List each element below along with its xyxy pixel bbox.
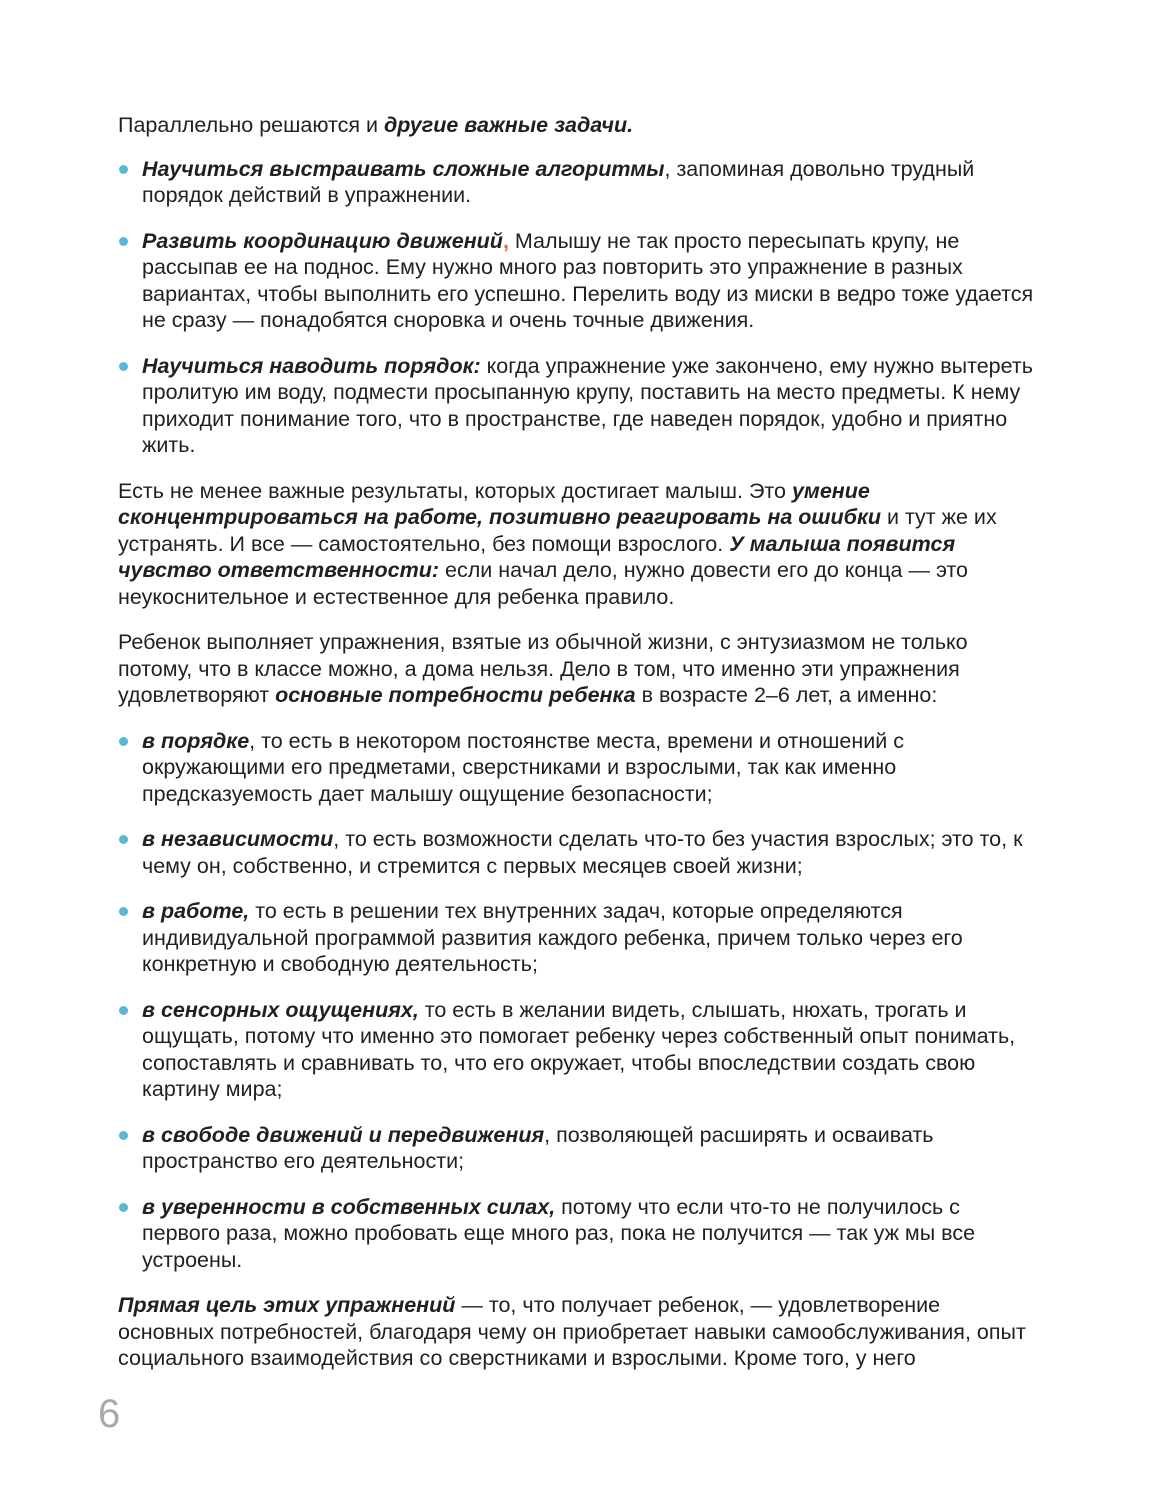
- list-item-text: Малышу не так просто пересыпать крупу, не рассыпав ее на поднос. Ему нужно много раз повторить это упражнение в разных вариантах, чтобы выполнить его успешно. Перелить воду из миски в ведро тоже удается не сразу — понадобятся сноровка и очень точные движения.: [142, 228, 1034, 332]
- list-item: [118, 728, 1034, 808]
- results-text-1: Есть не менее важные результаты, которых достигает малыш. Это: [118, 478, 792, 503]
- list-item-text: , то есть в некотором постоянстве места, времени и отношений с окружающими его предметами, сверстниками и взрослыми, так как именно предсказуемость дает малышу ощущение безопасности;: [142, 728, 905, 806]
- goal-text: — то, что получает ребенок, — удовлетворение основных потребностей, благодаря чему он приобретает навыки самообслуживания, опыт социального взаимодействия со сверстниками и взрослыми. Кроме того, у него: [118, 1293, 1026, 1370]
- bullet-dot-icon: [119, 237, 128, 246]
- goal-emphasis: Прямая цель этих упражнений: [118, 1293, 456, 1317]
- bullet-dot-icon: [119, 835, 128, 844]
- accent-comma: ,: [502, 228, 509, 253]
- needs-intro-emphasis: основные потребности ребенка: [275, 683, 636, 707]
- list-item-text: то есть в желании видеть, слышать, нюхать, трогать и ощущать, потому что именно это помогает ребенку через собственный опыт понимать, сопоставлять и сравнивать то, что его окружает, чтобы впоследствии создать свою картину мира;: [142, 997, 1016, 1101]
- list-item-text: , то есть возможности сделать что-то без участия взрослых; это то, к чему он, собственно, и стремится с первых месяцев своей жизни;: [142, 827, 1023, 878]
- bullet-dot-icon: [119, 907, 128, 916]
- list-item-emphasis: в свободе движений и передвижения: [142, 1122, 545, 1147]
- list-item: [118, 353, 1034, 459]
- list-item-text: , позволяющей расширять и осваивать пространство его деятельности;: [142, 1122, 934, 1173]
- list-item: [118, 1194, 1034, 1274]
- bullet-dot-icon: [119, 1131, 128, 1140]
- results-emphasis-1: умение сконцентрироваться на работе, позитивно реагировать на ошибки: [118, 478, 881, 529]
- list-item: [118, 826, 1034, 879]
- bullet-dot-icon: [119, 1203, 128, 1212]
- list-item-emphasis: в порядке: [142, 728, 250, 753]
- list-item-emphasis: Научиться выстраивать сложные алгоритмы: [142, 156, 665, 181]
- list-item-text: то есть в решении тех внутренних задач, которые определяются индивидуальной программой развития каждого ребенка, причем только через его конкретную и свободную деятельность;: [142, 899, 963, 976]
- page-body: [118, 112, 1034, 1391]
- bullet-dot-icon: [119, 165, 128, 174]
- bullet-dot-icon: [119, 362, 128, 371]
- results-paragraph: [118, 478, 1034, 611]
- list-item-emphasis: в независимости: [142, 827, 334, 851]
- list-item-text: , запоминая довольно трудный порядок действий в упражнении.: [142, 156, 975, 207]
- list-item-emphasis: в уверенности в собственных силах,: [142, 1194, 556, 1219]
- list-item-text: потому что если что-то не получилось с первого раза, можно пробовать еще много раз, пока не получится — так уж мы все устроены.: [142, 1194, 976, 1272]
- needs-intro-text-1: Ребенок выполняет упражнения, взятые из обычной жизни, с энтузиазмом не только потому, что в классе можно, а дома нельзя. Дело в том, что именно эти упражнения удовлетворяют: [118, 630, 968, 707]
- list-item-emphasis: Развить координацию движений: [142, 228, 503, 253]
- list-item-emphasis: Научиться наводить порядок:: [142, 353, 481, 378]
- results-emphasis-2: У малыша появится чувство ответственности:: [118, 531, 956, 582]
- intro-emphasis: другие важные задачи.: [383, 113, 634, 137]
- list-item: [118, 1122, 1034, 1175]
- tasks-list: [118, 156, 1034, 459]
- results-text-3: если начал дело, нужно довести его до конца — это неукоснительное и естественное для ребенка правило.: [118, 558, 969, 609]
- page-number: 6: [98, 1392, 121, 1436]
- bullet-dot-icon: [119, 737, 128, 746]
- list-item: [118, 997, 1034, 1103]
- needs-intro-text-2: в возрасте 2–6 лет, а именно:: [635, 683, 938, 707]
- list-item-emphasis: в сенсорных ощущениях,: [142, 997, 419, 1022]
- goal-paragraph: [118, 1292, 1034, 1372]
- list-item: [118, 156, 1034, 209]
- results-text-2: и тут же их устранять. И все — самостоятельно, без помощи взрослого.: [118, 505, 997, 556]
- list-item: [118, 898, 1034, 978]
- bullet-dot-icon: [119, 1006, 128, 1015]
- needs-list: [118, 728, 1034, 1274]
- needs-intro-paragraph: [118, 629, 1034, 709]
- list-item-text: когда упражнение уже закончено, ему нужно вытереть пролитую им воду, подмести просыпанную крупу, поставить на место предметы. К нему приходит понимание того, что в пространстве, где наведен порядок, удобно и приятно жить.: [142, 353, 1033, 457]
- intro-paragraph: [118, 112, 1034, 139]
- list-item: [118, 228, 1034, 334]
- intro-text: Параллельно решаются и: [118, 113, 384, 137]
- list-item-emphasis: в работе,: [142, 899, 250, 923]
